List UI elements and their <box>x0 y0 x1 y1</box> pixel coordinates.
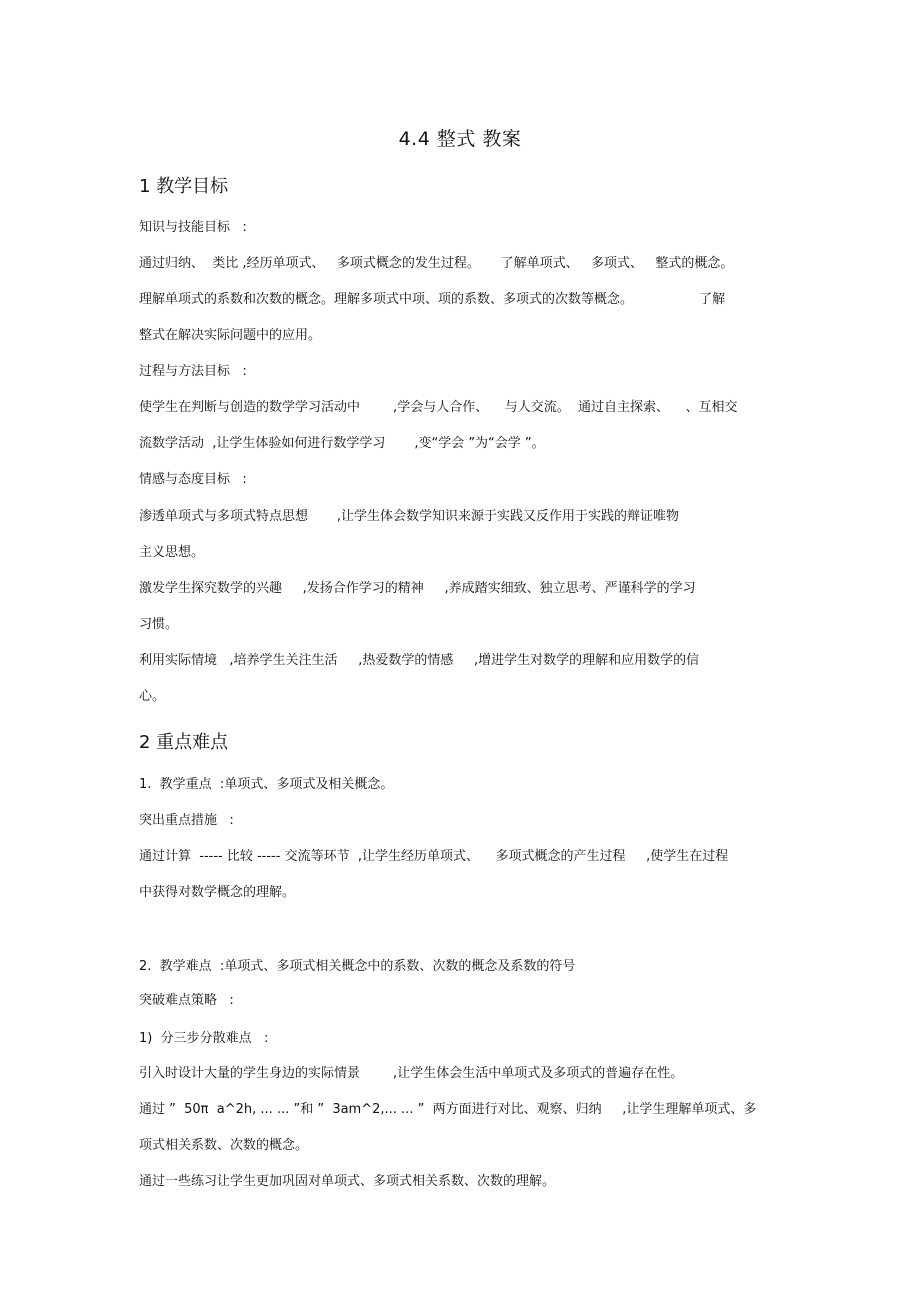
paragraph-line: 习惯。 <box>139 617 179 632</box>
paragraph-line: 突破难点策略 : <box>139 993 234 1008</box>
paragraph-line: 突出重点措施 : <box>139 813 234 828</box>
paragraph-line: 1. 教学重点 :单项式、多项式及相关概念。 <box>139 777 394 792</box>
paragraph-line: 过程与方法目标 : <box>139 364 247 379</box>
paragraph-line: 利用实际情境 ,培养学生关注生活 ,热爱数学的情感 ,增进学生对数学的理解和应用数学的信 <box>139 653 700 668</box>
paragraph-line: 通过 ” 50π a^2h, ... ... ”和 ” 3am^2,... ... ” 两方面进行对比、观察、归纳 ,让学生理解单项式、多 <box>139 1102 757 1117</box>
paragraph-line: 2. 教学难点 :单项式、多项式相关概念中的系数、次数的概念及系数的符号 <box>139 959 576 974</box>
paragraph-line: 整式在解决实际问题中的应用。 <box>139 328 322 343</box>
paragraph-line: 渗透单项式与多项式特点思想 ,让学生体会数学知识来源于实践又反作用于实践的辩证唯物 <box>139 509 680 524</box>
paragraph-line: 激发学生探究数学的兴趣 ,发扬合作学习的精神 ,养成踏实细致、独立思考、严谨科学的学习 <box>139 581 696 596</box>
section-heading-objectives: 1 教学目标 <box>139 176 229 197</box>
paragraph-line: 知识与技能目标 : <box>139 220 247 235</box>
paragraph-line: 使学生在判断与创造的数学学习活动中 ,学会与人合作、 与人交流。 通过自主探索、 、互相交 <box>139 400 738 415</box>
paragraph-line: 中获得对数学概念的理解。 <box>139 885 296 900</box>
paragraph-line: 1) 分三步分散难点 : <box>139 1031 269 1046</box>
document-title: 4.4 整式 教案 <box>398 128 522 150</box>
paragraph-line: 通过一些练习让学生更加巩固对单项式、多项式相关系数、次数的理解。 <box>139 1174 556 1189</box>
paragraph-line: 主义思想。 <box>139 545 205 560</box>
paragraph-line: 引入时设计大量的学生身边的实际情景 ,让学生体会生活中单项式及多项式的普遍存在性。 <box>139 1066 684 1081</box>
section-heading-key-points: 2 重点难点 <box>139 732 229 753</box>
paragraph-line: 项式相关系数、次数的概念。 <box>139 1138 309 1153</box>
paragraph-line: 通过计算 ----- 比较 ----- 交流等环节 ,让学生经历单项式、 多项式概念的产生过程 ,使学生在过程 <box>139 849 729 864</box>
paragraph-line: 情感与态度目标 : <box>139 472 247 487</box>
paragraph-line: 通过归纳、 类比 ,经历单项式、 多项式概念的发生过程。 了解单项式、 多项式、 整式的概念。 <box>139 256 734 271</box>
paragraph-line: 流数学活动 ,让学生体验如何进行数学学习 ,变“学会 ”为“会学 ”。 <box>139 436 545 451</box>
paragraph-line: 心。 <box>139 689 166 704</box>
paragraph-line: 理解单项式的系数和次数的概念。理解多项式中项、项的系数、多项式的次数等概念。 了解 <box>139 292 726 307</box>
